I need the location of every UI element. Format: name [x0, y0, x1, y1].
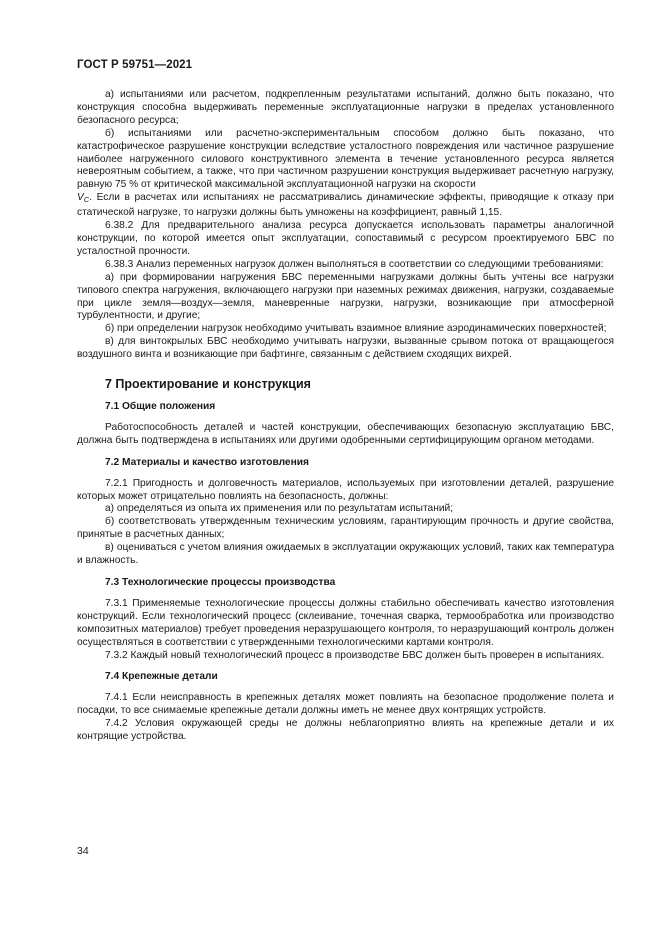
clause-7-3-2: 7.3.2 Каждый новый технологический процесс в производстве БВС должен быть проверен в испытаниях.	[105, 649, 605, 661]
clause-a: а) испытаниями или расчетом, подкрепленным результатами испытаний, должно быть показано, что конструкция способна выдерживать переменные эксплуатационные нагрузки в пределах установленного безопасного ресурса;	[77, 89, 614, 126]
vc-subscript: C	[83, 195, 90, 205]
vc-text: . Если в расчетах или испытаниях не рассматривались динамические эффекты, приводящие к отказу при статической нагрузке, то нагрузки должны быть умножены на коэффициент, равный 1,15.	[77, 192, 614, 219]
clause-b: б) испытаниями или расчетно-экспериментальным способом должно быть показано, что катастрофическое разрушение конструкции вследствие усталостного повреждения или частичное разрушение наиболее нагруженного силового конструктивного элемента в течение установленного ресурса является невероятным событием, а также, что при частичном разрушении конструкция выдерживает расчетную нагрузку, равную 75 % от критической максимальной эксплуатационной нагрузки на скорости	[77, 127, 614, 191]
section-7-4-title: 7.4 Крепежные детали	[105, 671, 218, 683]
clause-6-38-3-v: в) для винтокрылых БВС необходимо учитывать нагрузки, вызванные срывом потока от вращающегося воздушного винта и возникающие при бафтинге, связанным с действием сходящих вихрей.	[77, 336, 614, 361]
document-body	[77, 89, 614, 744]
clause-7-4-2: 7.4.2 Условия окружающей среды не должны неблагоприятно влиять на крепежные детали и их контрящие устройства.	[77, 718, 614, 743]
standard-header: ГОСТ Р 59751—2021	[77, 59, 193, 71]
clause-6-38-3-a: а) при формировании нагружения БВС переменными нагрузками должны быть учтены все нагрузки типового спектра нагружения, включающего нагрузки при наземных режимах движения, нагрузки, создаваемые при цикле земля—воздух—земля, маневренные нагрузки, нагрузки, возникающие при атмосферной турбулентности, и другие;	[77, 271, 614, 322]
clause-7-1: Работоспособность деталей и частей конструкции, обеспечивающих безопасную эксплуатацию БВС, должна быть подтверждена в испытаниях или другими одобренными сертифицирующим органом методами.	[77, 421, 614, 446]
clause-6-38-3-b: б) при определении нагрузок необходимо учитывать взаимное влияние аэродинамических поверхностей;	[105, 323, 607, 335]
clause-6-38-3: 6.38.3 Анализ переменных нагрузок должен выполняться в соответствии со следующими требованиями:	[105, 258, 604, 270]
clause-7-2-1-a: а) определяться из опыта их применения или по результатам испытаний;	[105, 503, 454, 515]
section-7-title: 7 Проектирование и конструкция	[105, 377, 311, 392]
vc-symbol: V	[77, 192, 84, 204]
clause-vc	[77, 192, 614, 220]
clause-7-2-1: 7.2.1 Пригодность и долговечность материалов, используемых при изготовлении деталей, разрушение которых может отрицательно повлиять на безопасность, должны:	[77, 477, 614, 502]
section-7-2-title: 7.2 Материалы и качество изготовления	[105, 456, 309, 468]
section-7-1-title: 7.1 Общие положения	[105, 401, 216, 413]
clause-7-2-1-v: в) оцениваться с учетом влияния ожидаемых в эксплуатации окружающих условий, таких как температура и влажность.	[77, 542, 614, 567]
page-number: 34	[77, 845, 89, 857]
clause-6-38-2: 6.38.2 Для предварительного анализа ресурса допускается использовать параметры аналогичной конструкции, по которой имеется опыт эксплуатации, сопоставимый с ресурсом проектируемого БВС по усталостной прочности.	[77, 220, 614, 257]
clause-7-2-1-b: б) соответствовать утвержденным техническим условиям, гарантирующим прочность и другие свойства, принятые в расчетных данных;	[77, 516, 614, 541]
clause-7-3-1: 7.3.1 Применяемые технологические процессы должны стабильно обеспечивать качество изготовления конструкций. Если технологический процесс (склеивание, точечная сварка, термообработка или производство композитных материалов) требует проведения неразрушающего контроля, то неразрушающий контроль должен осуществляться в соответствии с утвержденными технологическими картами контроля.	[77, 597, 614, 648]
clause-7-4-1: 7.4.1 Если неисправность в крепежных деталях может повлиять на безопасное продолжение полета и посадки, то все снимаемые крепежные детали должны иметь не менее двух контрящих устройств.	[77, 692, 614, 717]
section-7-3-title: 7.3 Технологические процессы производства	[105, 577, 336, 588]
